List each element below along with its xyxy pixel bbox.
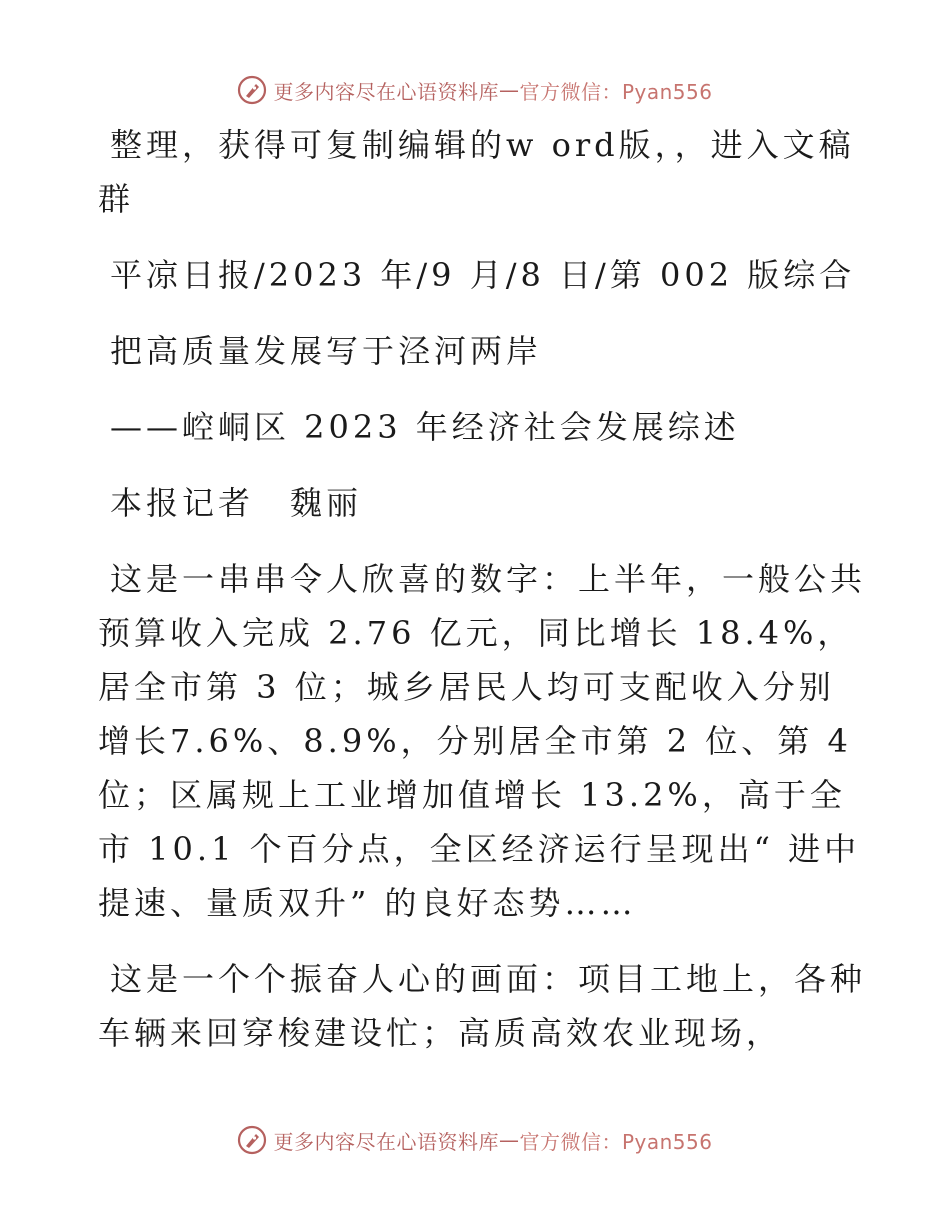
paragraph-1 xyxy=(98,552,868,930)
document-body xyxy=(98,118,868,1082)
headline-text: 把高质量发展写于泾河两岸 xyxy=(110,332,543,370)
watermark-separator: — xyxy=(498,78,520,102)
watermark-wechat-text: 官方微信：Pyan556 xyxy=(519,79,713,104)
watermark-brand-text: 更多内容尽在心语资料库 xyxy=(273,1129,499,1154)
byline-text: 本报记者 魏丽 xyxy=(110,484,363,522)
watermark-banner-top xyxy=(0,70,950,110)
watermark-banner-bottom xyxy=(0,1120,950,1160)
pen-nib-logo-icon xyxy=(237,75,267,105)
watermark-separator: — xyxy=(498,1128,520,1152)
subheadline-text: ——崆峒区 2023 年经济社会发展综述 xyxy=(110,408,740,446)
subheadline xyxy=(98,400,868,454)
intro-line xyxy=(98,118,868,226)
source-text: 平凉日报/2023 年/9 月/8 日/第 002 版综合 xyxy=(110,256,856,294)
paragraph-2 xyxy=(98,952,868,1060)
byline xyxy=(98,476,868,530)
paragraph-1-text: 这是一串串令人欣喜的数字：上半年，一般公共预算收入完成 2.76 亿元，同比增长 18.4%，居全市第 3 位；城乡居民人均可支配收入分别增长7.6%、8.9%，分别居全市第 2 位、第 4 位；区属规上工业增加值增长 13.2%，高于全市 10.1 个百分点，全区经济运行呈现出“ 进中提速、量质双升” 的良好态势…… xyxy=(98,560,867,922)
intro-text: 整理，获得可复制编辑的w ord版，，进入文稿群 xyxy=(98,126,855,218)
watermark-wechat-text: 官方微信：Pyan556 xyxy=(519,1129,713,1154)
pen-nib-logo-icon xyxy=(237,1125,267,1155)
source-line xyxy=(98,248,868,302)
paragraph-2-text: 这是一个个振奋人心的画面：项目工地上，各种车辆来回穿梭建设忙；高质高效农业现场， xyxy=(98,960,867,1052)
headline xyxy=(98,324,868,378)
watermark-brand-text: 更多内容尽在心语资料库 xyxy=(273,79,499,104)
